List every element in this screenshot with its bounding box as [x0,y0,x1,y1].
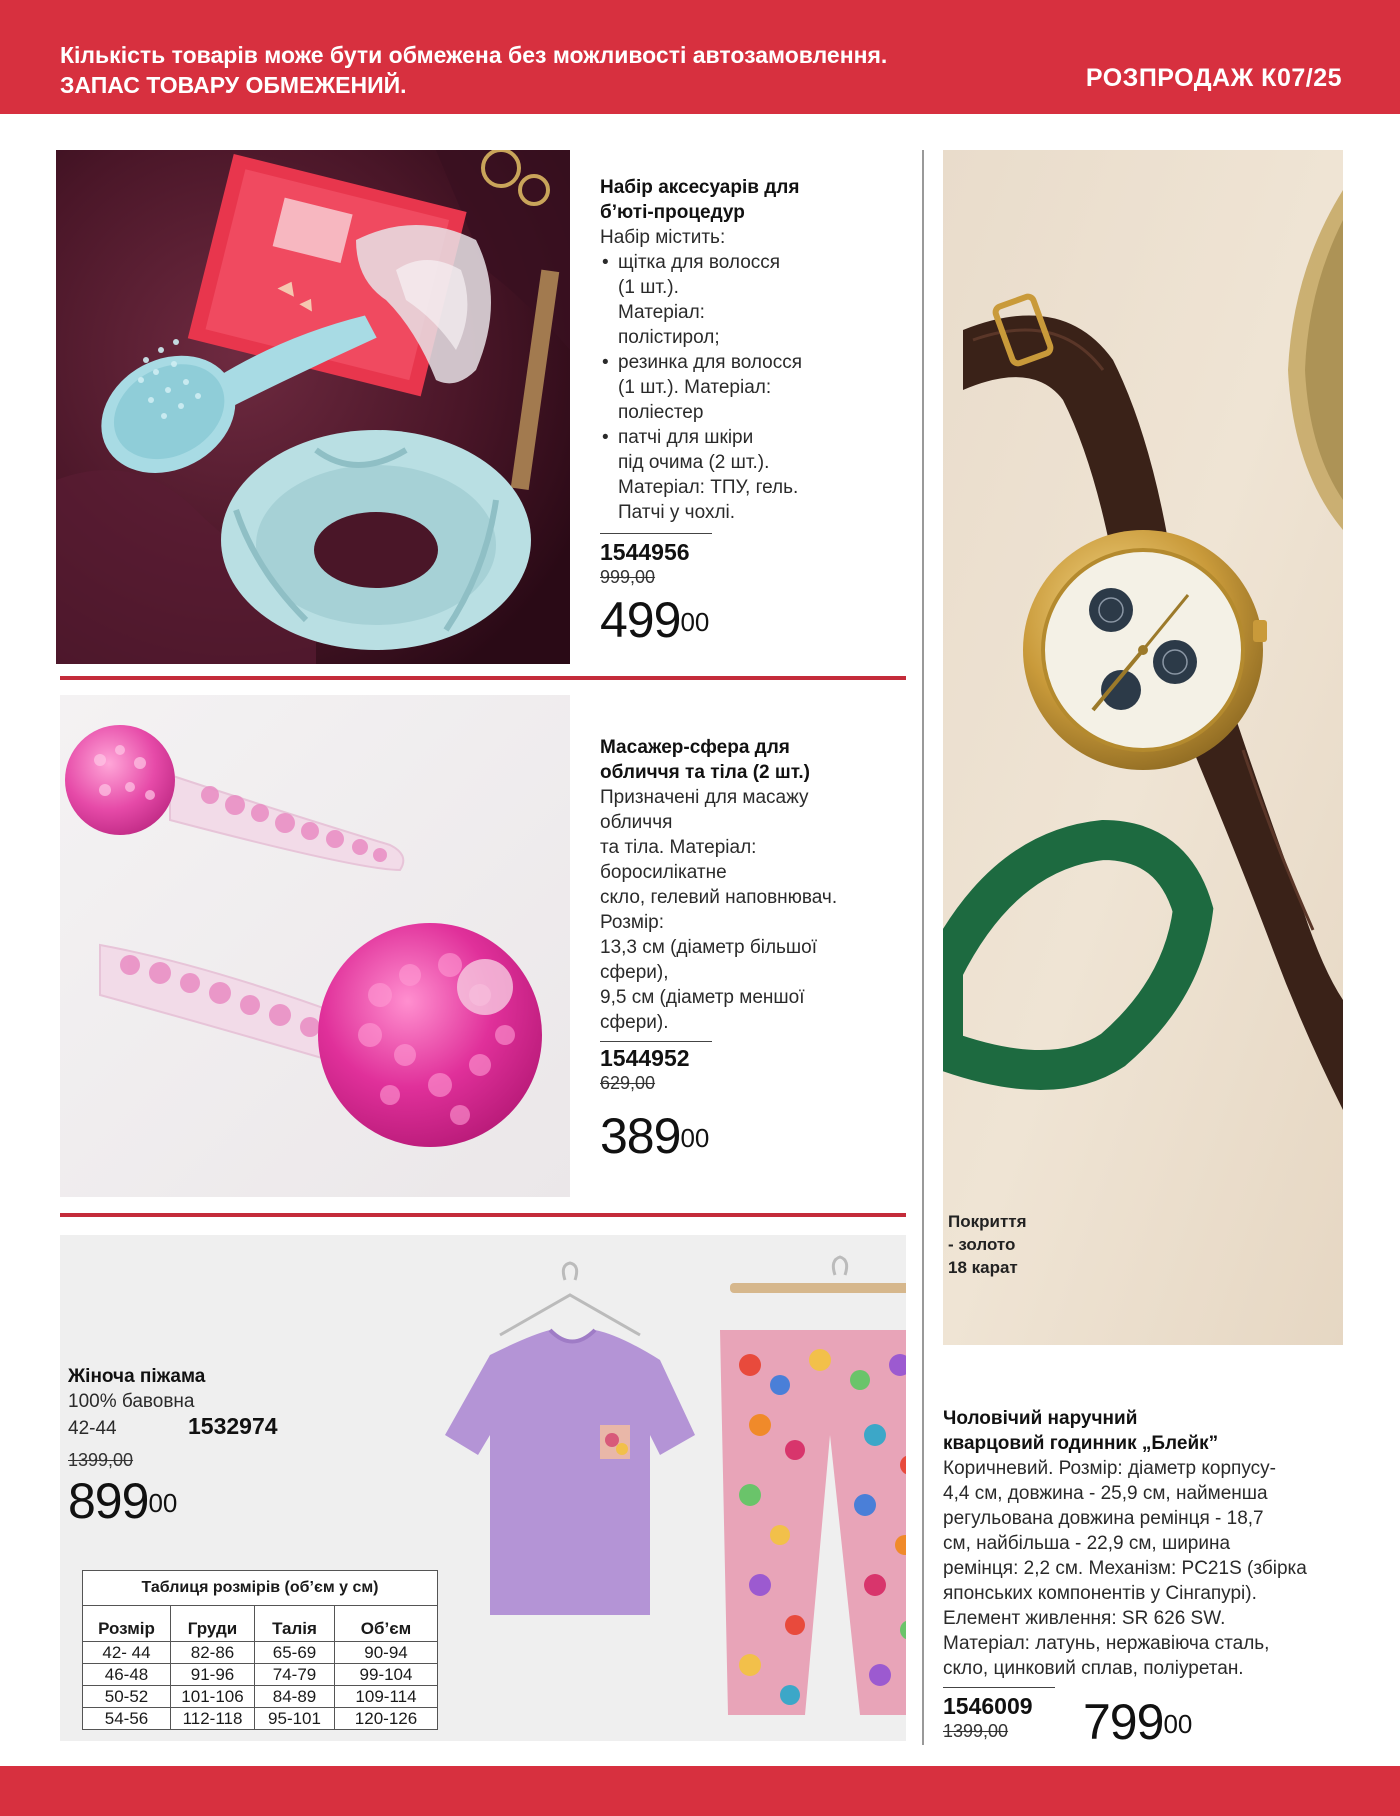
sale-label: РОЗПРОДАЖ К07/25 [1085,64,1342,92]
description-line: обличчя [600,812,673,833]
description-line: Коричневий. Розмір: діаметр корпусу- [943,1458,1276,1479]
price-cents: 00 [680,1123,710,1153]
table-cell: 82-86 [171,1642,255,1664]
column-header: Талія [255,1606,335,1642]
price-cents: 00 [680,607,710,637]
header-banner [0,0,1400,114]
list-item-line: полістирол; [618,327,720,348]
list-item-line: • щітка для волосся [618,252,781,273]
table-cell: 99-104 [335,1664,438,1686]
watch-old-price: 1399,00 [943,1721,1009,1741]
description-line: сфери), [600,962,669,983]
beauty-set-title-line2: б’юті-процедур [600,202,745,223]
description-line: скло, цинковий сплав, поліуретан. [943,1658,1244,1679]
beauty-set-intro: Набір містить: [600,227,726,248]
description-line: ремінця: 2,2 см. Механізм: PC21S (збірка [943,1558,1307,1579]
list-item-line: • резинка для волосся [618,352,803,373]
list-item-line: поліестер [618,402,704,423]
list-item [600,425,860,525]
beauty-set-title [600,175,860,225]
stock-notice-line1: Кількість товарів може бути обмежена без можливості автозамовлення. [60,42,888,68]
watch-description [943,1456,1363,1681]
size-table-caption: Таблиця розмірів (об’єм у см) [82,1570,438,1605]
pajamas-code: 1532974 [188,1413,278,1439]
pajamas-old-price: 1399,00 [68,1450,134,1470]
massager-title-line2: обличчя та тіла (2 шт.) [600,762,810,783]
watch-title [943,1406,1363,1456]
beauty-set-photo [56,150,570,664]
description-line: та тіла. Матеріал: [600,837,757,858]
column-header: Груди [171,1606,255,1642]
massager-title [600,735,900,785]
massager-photo [60,695,570,1197]
watch-photo [943,150,1343,1345]
table-cell: 90-94 [335,1642,438,1664]
list-item-line: • патчі для шкіри [618,427,754,448]
price-cents: 00 [148,1488,178,1518]
table-row [83,1686,438,1708]
beauty-set-code: 1544956 [600,539,690,565]
watch-code: 1546009 [943,1693,1033,1719]
description-line: 9,5 см (діаметр меншої [600,987,805,1008]
price-main: 499 [600,592,681,648]
table-cell: 95-101 [255,1708,335,1730]
price-main: 389 [600,1108,681,1164]
footer-bar [0,1766,1400,1816]
list-item [600,350,860,425]
list-item-line: (1 шт.). [618,277,679,298]
size-table [82,1570,438,1730]
stock-notice [60,40,887,100]
table-cell: 54-56 [83,1708,171,1730]
description-line: Елемент живлення: SR 626 SW. [943,1608,1226,1629]
table-row [83,1664,438,1686]
table-cell: 101-106 [171,1686,255,1708]
table-row [83,1708,438,1730]
price-main: 899 [68,1473,149,1529]
pajamas-material: 100% бавовна [68,1391,195,1412]
beauty-set-info [600,175,860,646]
note-line: - золото [948,1235,1016,1254]
massager-description [600,785,900,1035]
beauty-set-old-price: 999,00 [600,567,656,587]
list-item-line: під очима (2 шт.). [618,452,770,473]
note-line: Покриття [948,1212,1027,1231]
description-line: сфери). [600,1012,669,1033]
list-item-line: Матеріал: ТПУ, гель. [618,477,799,498]
beauty-set-price [600,594,860,646]
list-item [600,250,860,350]
watch-title-line1: Чоловічий наручний [943,1408,1138,1429]
description-line: Призначені для масажу [600,787,809,808]
stock-notice-line2: ЗАПАС ТОВАРУ ОБМЕЖЕНИЙ. [60,72,407,98]
massager-info [600,735,900,1162]
description-line: боросилікатне [600,862,727,883]
description-line: регульована довжина ремінця - 18,7 [943,1508,1264,1529]
column-divider [922,150,924,1745]
description-line: японських компонентів у Сінгапурі). [943,1583,1257,1604]
beauty-set-contents [600,250,860,525]
table-cell: 112-118 [171,1708,255,1730]
section-divider [60,1213,906,1217]
price-cents: 00 [1163,1709,1193,1739]
table-cell: 120-126 [335,1708,438,1730]
watch-price [1083,1696,1192,1748]
table-cell: 74-79 [255,1664,335,1686]
beauty-set-title-line1: Набір аксесуарів для [600,177,800,198]
description-line: скло, гелевий наповнювач. [600,887,838,908]
pajamas-sizes: 42-44 [68,1418,117,1439]
table-cell: 91-96 [171,1664,255,1686]
pajamas-price [68,1475,328,1527]
massager-code: 1544952 [600,1045,690,1071]
list-item-line: Патчі у чохлі. [618,502,736,523]
massager-price [600,1110,900,1162]
description-line: 4,4 см, довжина - 25,9 см, найменша [943,1483,1268,1504]
list-item-line: Матеріал: [618,302,705,323]
table-row [83,1642,438,1664]
price-main: 799 [1083,1694,1164,1750]
description-line: Матеріал: латунь, нержавіюча сталь, [943,1633,1270,1654]
massager-old-price: 629,00 [600,1073,656,1093]
pajamas-info [68,1364,328,1527]
description-line: 13,3 см (діаметр більшої [600,937,818,958]
section-divider [60,676,906,680]
column-header: Розмір [83,1606,171,1642]
list-item-line: (1 шт.). Матеріал: [618,377,772,398]
massager-title-line1: Масажер-сфера для [600,737,790,758]
table-cell: 42- 44 [83,1642,171,1664]
table-cell: 50-52 [83,1686,171,1708]
table-cell: 46-48 [83,1664,171,1686]
table-cell: 65-69 [255,1642,335,1664]
pajamas-title: Жіноча піжама [68,1366,206,1387]
column-header: Об’єм [335,1606,438,1642]
watch-plating-note [948,1210,1027,1279]
description-line: см, найбільша - 22,9 см, ширина [943,1533,1231,1554]
watch-title-line2: кварцовий годинник „Блейк” [943,1433,1219,1454]
watch-info [943,1406,1363,1752]
description-line: Розмір: [600,912,665,933]
table-header-row [83,1606,438,1642]
note-line: 18 карат [948,1258,1018,1277]
table-cell: 109-114 [335,1686,438,1708]
table-cell: 84-89 [255,1686,335,1708]
